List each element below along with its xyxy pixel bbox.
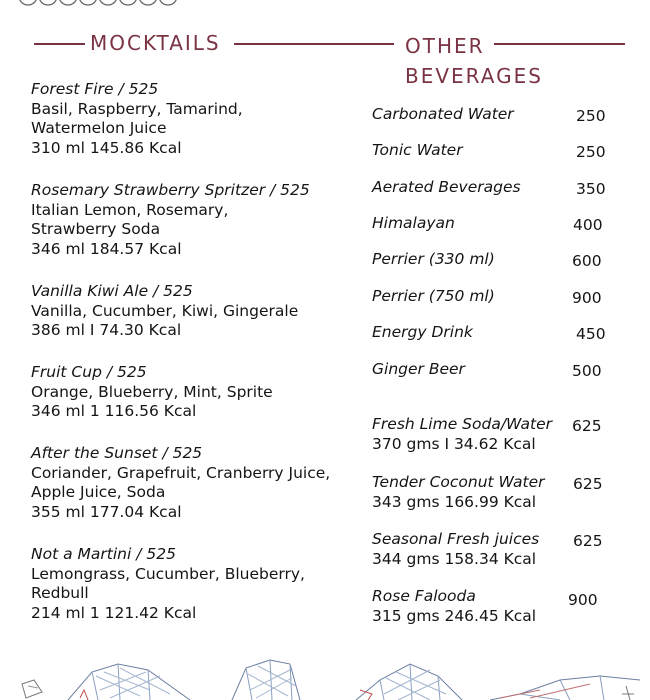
beverage-item xyxy=(372,414,612,454)
beverage-item xyxy=(372,529,612,569)
heading-rule-middle xyxy=(234,43,394,45)
beverage-price: 625 xyxy=(573,475,603,493)
top-scallop-decoration xyxy=(18,0,178,10)
mocktail-volume-calories: 355 ml 177.04 Kcal xyxy=(31,502,182,521)
mocktail-volume-calories: 310 ml 145.86 Kcal xyxy=(31,138,182,157)
mocktail-name: Fruit Cup / 525 xyxy=(31,363,147,381)
beverage-price: 250 xyxy=(576,107,606,125)
beverage-weight-calories: 344 gms 158.34 Kcal xyxy=(372,550,537,568)
mocktail-ingredients: Italian Lemon, Rosemary, Strawberry Soda xyxy=(31,200,229,238)
other-beverages-heading xyxy=(405,31,545,91)
beverage-price: 400 xyxy=(573,216,603,234)
mocktail-item xyxy=(31,181,351,259)
beverage-name: Himalayan xyxy=(372,214,455,232)
mocktail-item xyxy=(31,80,351,158)
mocktail-ingredients: Coriander, Grapefruit, Cranberry Juice, Apple Juice, Soda xyxy=(31,463,331,501)
beverage-item xyxy=(372,213,612,233)
beverage-price: 350 xyxy=(576,180,606,198)
beverage-name: Rose Falooda xyxy=(372,587,476,605)
beverage-item xyxy=(372,104,612,124)
beverage-name: Ginger Beer xyxy=(372,360,465,378)
mocktail-volume-calories: 214 ml 1 121.42 Kcal xyxy=(31,603,197,622)
beverage-weight-calories: 315 gms 246.45 Kcal xyxy=(372,607,537,625)
beverage-price: 625 xyxy=(572,417,602,435)
mocktail-volume-calories: 346 ml 1 116.56 Kcal xyxy=(31,402,197,420)
beverage-price: 625 xyxy=(573,532,603,550)
mocktail-volume-calories: 386 ml I 74.30 Kcal xyxy=(31,321,182,339)
beverage-name: Aerated Beverages xyxy=(372,178,521,196)
beverage-item xyxy=(372,249,612,269)
beverage-price: 900 xyxy=(572,289,602,307)
beverage-price: 600 xyxy=(572,252,602,270)
beverage-item xyxy=(372,322,612,342)
mocktail-name: Vanilla Kiwi Ale / 525 xyxy=(31,282,193,300)
mocktail-item xyxy=(31,282,351,341)
other-beverages-heading-line1: OTHER xyxy=(405,34,485,58)
mocktails-heading: MOCKTAILS xyxy=(90,31,221,55)
beverage-price: 250 xyxy=(576,143,606,161)
beverage-item xyxy=(372,586,612,626)
mocktail-volume-calories: 346 ml 184.57 Kcal xyxy=(31,239,182,258)
beverage-item xyxy=(372,140,612,160)
mocktail-ingredients: Orange, Blueberry, Mint, Sprite xyxy=(31,382,273,401)
beverage-price: 500 xyxy=(572,362,602,380)
mocktail-ingredients: Vanilla, Cucumber, Kiwi, Gingerale xyxy=(31,301,299,320)
beverage-name: Tender Coconut Water xyxy=(372,473,545,491)
mocktail-name: Not a Martini / 525 xyxy=(31,545,176,563)
mocktail-name: Rosemary Strawberry Spritzer / 525 xyxy=(31,181,310,199)
beverage-item xyxy=(372,472,612,512)
mocktail-item xyxy=(31,363,351,422)
other-beverages-heading-line2: BEVERAGES xyxy=(405,64,543,88)
mocktail-item xyxy=(31,444,351,522)
heading-rule-left xyxy=(34,43,85,45)
beverage-price: 450 xyxy=(576,325,606,343)
beverage-name: Carbonated Water xyxy=(372,105,514,123)
beverage-name: Perrier (750 ml) xyxy=(372,287,495,305)
mocktail-item xyxy=(31,545,351,623)
beverage-name: Tonic Water xyxy=(372,141,463,159)
mocktail-ingredients: Basil, Raspberry, Tamarind, Watermelon Juice xyxy=(31,99,243,137)
beverage-name: Energy Drink xyxy=(372,323,473,341)
beverage-name: Perrier (330 ml) xyxy=(372,250,495,268)
beverage-weight-calories: 343 gms 166.99 Kcal xyxy=(372,493,537,511)
beverage-name: Fresh Lime Soda/Water xyxy=(372,415,552,433)
bottom-tent-illustrations xyxy=(0,650,650,700)
mocktail-ingredients: Lemongrass, Cucumber, Blueberry, Redbull xyxy=(31,564,305,602)
mocktail-name: After the Sunset / 525 xyxy=(31,444,203,462)
beverage-item xyxy=(372,286,612,306)
mocktail-name: Forest Fire / 525 xyxy=(31,80,159,98)
beverage-name: Seasonal Fresh juices xyxy=(372,530,540,548)
beverage-weight-calories: 370 gms I 34.62 Kcal xyxy=(372,435,536,453)
beverage-item xyxy=(372,359,612,379)
beverage-item xyxy=(372,177,612,197)
beverage-price: 900 xyxy=(568,591,598,609)
